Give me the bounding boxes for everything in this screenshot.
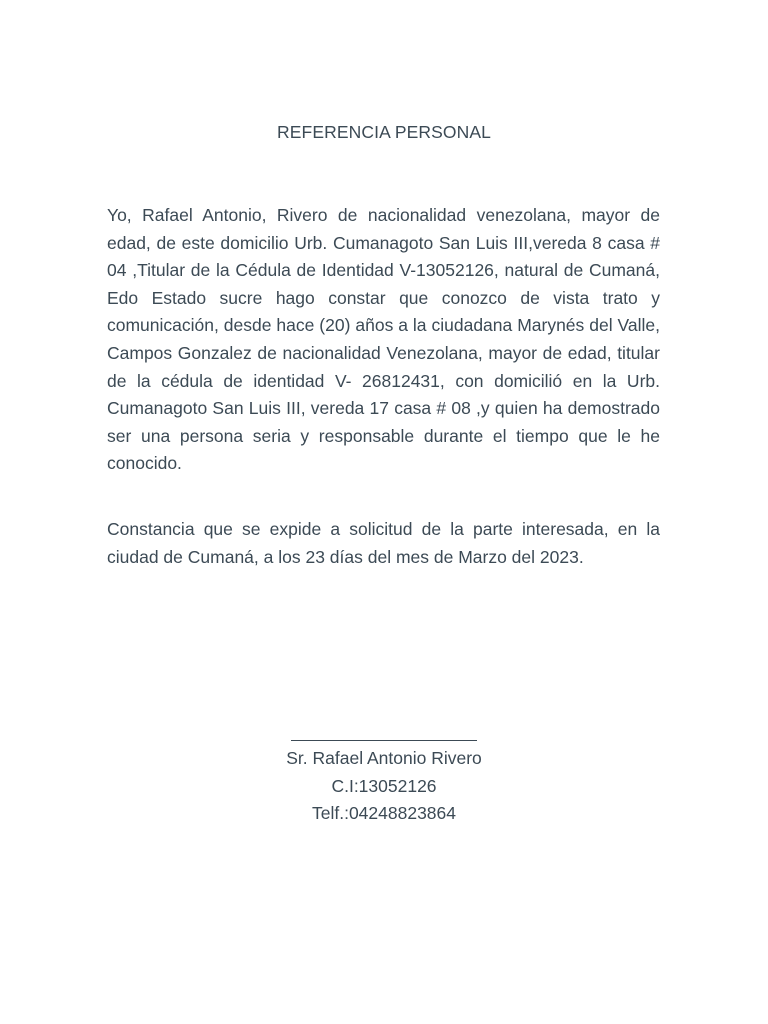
signer-phone: Telf.:04248823864	[311, 803, 457, 824]
reference-paragraph: Yo, Rafael Antonio, Rivero de nacionalidad venezolana, mayor de edad, de este domicilio Urb. Cumanagoto San Luis III,vereda 8 casa # 04 ,Titular de la Cédula de Identidad V-13052126, natural de Cumaná, Edo Estado sucre hago constar que conozco de vista trato y comunicación, desde hace (20) años a la ciudadana Marynés del Valle, Campos Gonzalez de nacionalidad Venezolana, mayor de edad, titular de la cédula de identidad V- 26812431, con domicilió en la Urb. Cumanagoto San Luis III, vereda 17 casa # 08 ,y quien ha demostrado ser una persona seria y responsable durante el tiempo que le he conocido.	[107, 205, 660, 474]
signer-name: Sr. Rafael Antonio Rivero	[286, 748, 482, 768]
signature-block	[0, 722, 768, 828]
document-title: REFERENCIA PERSONAL	[277, 122, 491, 142]
signer-id: C.I:13052126	[331, 775, 437, 796]
closing-paragraph: Constancia que se expide a solicitud de la parte interesada, en la ciudad de Cumaná, a los 23 días del mes de Marzo del 2023.	[107, 519, 660, 567]
signature-line	[291, 740, 477, 741]
